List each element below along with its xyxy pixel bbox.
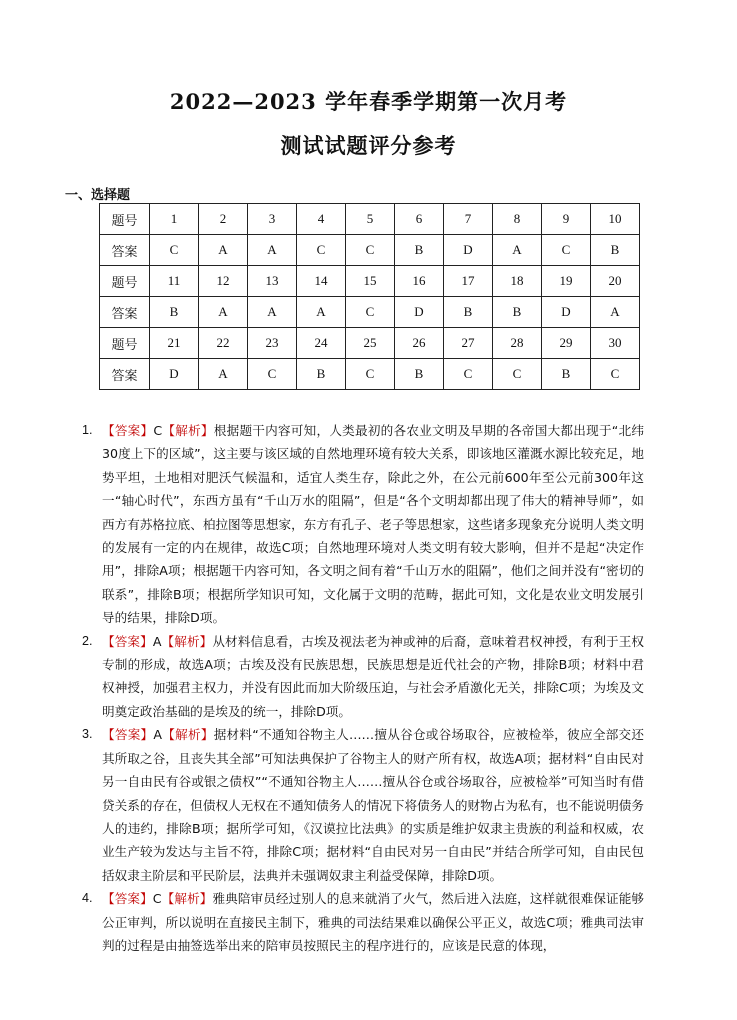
table-cell: 2 bbox=[199, 204, 248, 235]
table-cell: 24 bbox=[297, 328, 346, 359]
table-cell: C bbox=[542, 235, 591, 266]
table-cell: B bbox=[395, 359, 444, 390]
list-item bbox=[82, 887, 644, 957]
table-cell: 9 bbox=[542, 204, 591, 235]
table-cell: C bbox=[346, 359, 395, 390]
table-cell: 18 bbox=[493, 266, 542, 297]
table-cell: 8 bbox=[493, 204, 542, 235]
table-cell: 23 bbox=[248, 328, 297, 359]
row-header: 答案 bbox=[100, 359, 150, 390]
table-cell: 6 bbox=[395, 204, 444, 235]
table-cell: B bbox=[493, 297, 542, 328]
explanation-list bbox=[82, 419, 644, 957]
analysis-tag: 【解析】 bbox=[161, 891, 213, 907]
item-number: 1. bbox=[82, 423, 93, 437]
table-cell: B bbox=[542, 359, 591, 390]
table-cell: 12 bbox=[199, 266, 248, 297]
answer-letter: A bbox=[152, 633, 162, 649]
table-cell: 26 bbox=[395, 328, 444, 359]
list-item bbox=[82, 723, 644, 887]
answer-tag: 【答案】 bbox=[102, 727, 154, 743]
table-cell: C bbox=[591, 359, 640, 390]
table-cell: 11 bbox=[150, 266, 199, 297]
table-cell: A bbox=[248, 235, 297, 266]
row-header: 答案 bbox=[100, 297, 150, 328]
item-number: 4. bbox=[82, 891, 93, 906]
list-item bbox=[82, 419, 644, 630]
table-cell: C bbox=[493, 359, 542, 390]
table-cell: 10 bbox=[591, 204, 640, 235]
table-cell: A bbox=[493, 235, 542, 266]
page-subtitle: 测试试题评分参考 bbox=[280, 133, 457, 158]
table-cell: 21 bbox=[150, 328, 199, 359]
table-row bbox=[100, 266, 640, 297]
answer-letter: C bbox=[153, 423, 163, 438]
table-cell: C bbox=[346, 297, 395, 328]
row-header: 答案 bbox=[100, 235, 150, 266]
table-cell: 22 bbox=[199, 328, 248, 359]
section-heading: 一、选择题 bbox=[65, 188, 131, 203]
table-cell: 29 bbox=[542, 328, 591, 359]
answer-table bbox=[99, 203, 640, 390]
table-cell: 4 bbox=[297, 204, 346, 235]
table-cell: 28 bbox=[493, 328, 542, 359]
table-cell: A bbox=[199, 359, 248, 390]
row-header: 题号 bbox=[100, 266, 150, 297]
table-cell: C bbox=[297, 235, 346, 266]
table-row bbox=[100, 359, 640, 390]
table-cell: 5 bbox=[346, 204, 395, 235]
table-cell: A bbox=[248, 297, 297, 328]
table-cell: B bbox=[395, 235, 444, 266]
table-cell: C bbox=[346, 235, 395, 266]
answer-tag: 【答案】 bbox=[102, 423, 154, 438]
list-item bbox=[82, 630, 644, 724]
table-cell: 30 bbox=[591, 328, 640, 359]
table-cell: A bbox=[297, 297, 346, 328]
explanation-text: 据材料“不通知谷物主人……擅从谷仓或谷场取谷，应被检举，彼应全部交还其所取之谷，且丧失其全部”可知法典保护了谷物主人的财产所有权，故选A项；据材料“自由民对另一自由民有谷或银之债权”“不通知谷物主人……擅从谷仓或谷场取谷，应被检举”可知当时有借贷关系的存在，但债权人无权在不通知债务人的情况下将债务人的财物占为私有，也不能说明债务人的违约，排除B项；据所学可知，《汉谟拉比法典》的实质是维护奴隶主贵族的利益和权威，农业生产较为发达与主旨不符，排除C项；据材料“自由民对另一自由民”并结合所学可知，自由民包括奴隶主阶层和平民阶层，法典并未强调奴隶主利益受保障，排除D项。 bbox=[102, 727, 645, 883]
table-row bbox=[100, 204, 640, 235]
page-title: 2022—2023 学年春季学期第一次月考 bbox=[169, 89, 568, 114]
table-cell: 7 bbox=[444, 204, 493, 235]
analysis-tag: 【解析】 bbox=[161, 633, 213, 649]
table-cell: A bbox=[591, 297, 640, 328]
row-header: 题号 bbox=[100, 204, 150, 235]
table-cell: D bbox=[150, 359, 199, 390]
table-cell: C bbox=[150, 235, 199, 266]
table-cell: B bbox=[150, 297, 199, 328]
table-cell: B bbox=[591, 235, 640, 266]
item-number: 2. bbox=[82, 633, 93, 648]
answer-letter: C bbox=[152, 891, 162, 907]
answer-letter: A bbox=[153, 727, 163, 743]
table-cell: 27 bbox=[444, 328, 493, 359]
analysis-tag: 【解析】 bbox=[162, 727, 214, 743]
table-cell: B bbox=[444, 297, 493, 328]
explanation-text: 根据题干内容可知，人类最初的各农业文明及早期的各帝国大都出现于“北纬30度上下的区域”，这主要与该区域的自然地理环境有较大关系，即该地区灌溉水源比较充足，地势平坦，土地相对肥沃气候温和，适宜人类生存，除此之外，在公元前600年至公元前300年这一“轴心时代”，东西方虽有“千山万水的阻隔”，但是“各个文明却都出现了伟大的精神导师”，如西方有苏格拉底、柏拉图等思想家，东方有孔子、老子等思想家，这些诸多现象充分说明人类文明的发展有一定的内在规律，故选C项；自然地理环境对人类文明有较大影响，但并不是起“决定作用”，排除A项；根据题干内容可知，各文明之间有着“千山万水的阻隔”，他们之间并没有“密切的联系”，排除B项；根据所学知识可知，文化属于文明的范畴，据此可知，文化是农业文明发展引导的结果，排除D项。 bbox=[102, 423, 644, 626]
analysis-tag: 【解析】 bbox=[162, 423, 214, 438]
table-cell: C bbox=[248, 359, 297, 390]
table-row bbox=[100, 235, 640, 266]
table-row bbox=[100, 297, 640, 328]
table-cell: 16 bbox=[395, 266, 444, 297]
table-cell: 17 bbox=[444, 266, 493, 297]
table-cell: 1 bbox=[150, 204, 199, 235]
table-cell: D bbox=[395, 297, 444, 328]
answer-tag: 【答案】 bbox=[102, 891, 153, 907]
table-cell: 19 bbox=[542, 266, 591, 297]
table-cell: 13 bbox=[248, 266, 297, 297]
explanation-text: 从材料信息看，古埃及视法老为神或神的后裔，意味着君权神授，有利于王权专制的形成，故选A项；古埃及没有民族思想，民族思想是近代社会的产物，排除B项；材料中君权神授，加强君主权力，并没有因此而加大阶级压迫，与社会矛盾激化无关，排除C项；为埃及文明奠定政治基础的是埃及的统一，排除D项。 bbox=[102, 633, 645, 719]
table-cell: 3 bbox=[248, 204, 297, 235]
table-cell: 25 bbox=[346, 328, 395, 359]
table-cell: B bbox=[297, 359, 346, 390]
item-number: 3. bbox=[82, 727, 93, 742]
table-cell: C bbox=[444, 359, 493, 390]
table-cell: 20 bbox=[591, 266, 640, 297]
row-header: 题号 bbox=[100, 328, 150, 359]
table-cell: A bbox=[199, 235, 248, 266]
table-cell: A bbox=[199, 297, 248, 328]
answer-tag: 【答案】 bbox=[102, 633, 153, 649]
table-cell: 14 bbox=[297, 266, 346, 297]
explanation-text: 雅典陪审员经过别人的息来就消了火气，然后进入法庭，这样就很难保证能够公正审判，所以说明在直接民主制下，雅典的司法结果难以确保公平正义，故选C项；雅典司法审判的过程是由抽签选举出来的陪审员按照民主的程序进行的，应该是民意的体现， bbox=[102, 891, 645, 953]
table-cell: D bbox=[542, 297, 591, 328]
table-cell: D bbox=[444, 235, 493, 266]
table-row bbox=[100, 328, 640, 359]
table-cell: 15 bbox=[346, 266, 395, 297]
